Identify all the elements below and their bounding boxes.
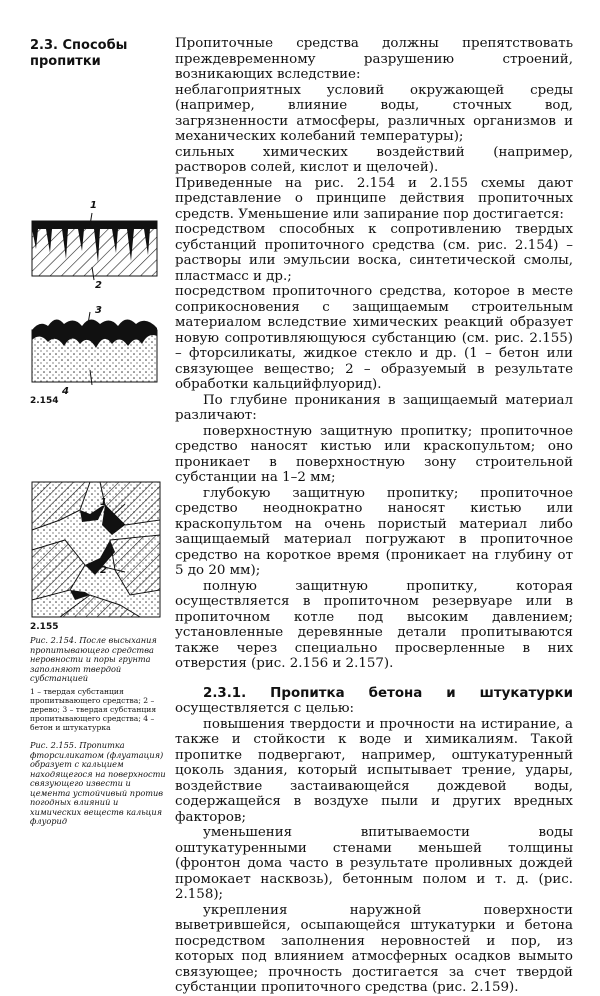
subsection-paragraph xyxy=(175,686,573,717)
subsection-tail: осуществляется с целью: xyxy=(175,701,355,716)
paragraph: По глубине проникания в защищаемый материал различают: xyxy=(175,392,573,423)
paragraph: Приведенные на рис. 2.154 и 2.155 схемы дают представление о принципе действия пропиточных средств. Уменьшение или запирание пор достигается: xyxy=(175,175,573,222)
section-title-1: Способы xyxy=(62,38,128,53)
figure-2-154-concrete xyxy=(30,310,160,385)
paragraph: полную защитную пропитку, которая осуществляется в пропиточном резервуаре или в пропиточном котле под высоким давлением; установленные деревянные детали пропитываются также через специально просверленные в них отверстия (рис. 2.156 и 2.157). xyxy=(175,578,573,671)
paragraph: посредством способных к сопротивлению твердых субстанций пропиточного средства (см. рис. 2.154) – растворы или эмульсии воска, синтетической смолы, пластмасс и др.; xyxy=(175,222,573,284)
figure-label-2-155: 2.155 xyxy=(30,622,59,632)
paragraph: укрепления наружной поверхности выветрившейся, осыпающейся штукатурки и бетона посредством заполнения неровностей и пор, из которых под влиянием атмосферных осадков вымыто связующее; прочность достигается за счет твердой субстанции пропиточного средства (рис. 2.159). xyxy=(175,902,573,995)
subsection-title: 2.3.1. Пропитка бетона и штукатурки xyxy=(203,685,573,701)
figure-label-2-154: 2.154 xyxy=(30,396,59,406)
paragraph: глубокую защитную пропитку; пропиточное средство неоднократно наносят кистью или краскопультом на очень пористый материал либо защищаемый материал погружают в пропиточное средство на короткое время (проникает на глубину от 5 до 20 мм); xyxy=(175,485,573,578)
callout-4: 4 xyxy=(62,386,69,397)
caption-2-154: Рис. 2.154. После высыхания пропитывающего средства неровности и поры грунта заполняют твердой субстанцией xyxy=(30,635,157,683)
figure-2-155 xyxy=(30,480,165,620)
callout-2c: 2 xyxy=(100,565,107,576)
callout-1a: 1 xyxy=(90,200,97,211)
paragraph: уменьшения впитываемости воды оштукатуренными стенами меньшей толщины (фронтон дома часто в результате проливных дождей промокает насквозь), бетонным полом и т. д. (рис. 2.158); xyxy=(175,825,573,902)
callout-1c: 1 xyxy=(100,497,107,508)
caption-2-155: Рис. 2.155. Пропитка фторсиликатом (флуатация) образует с кальцием находящегося на поверхности связующего извести и цемента устойчивый против погодных влияний и химических веществ кальция флуорид xyxy=(30,740,166,826)
paragraph: Пропиточные средства должны препятствовать преждевременному разрушению строений, возникающих вследствие: xyxy=(175,36,573,82)
callout-2a: 2 xyxy=(95,280,102,291)
section-title-2: пропитки xyxy=(30,54,101,69)
figure-2-154-wood xyxy=(30,205,160,285)
paragraph: сильных химических воздействий (например, растворов солей, кислот и щелочей). xyxy=(175,144,573,175)
paragraph: поверхностную защитную пропитку; пропиточное средство наносят кистью или краскопультом; оно проникает в поверхностную зону строительной субстанции на 1–2 мм; xyxy=(175,423,573,485)
paragraph: посредством пропиточного средства, которое в месте соприкосновения с защищаемым строительным материалом вследствие химических реакций образует новую сопротивляющуюся субстанцию (см. рис. 2.155) – фторсиликаты, жидкое стекло и др. (1 – бетон или связующее вещество; 2 – образуемый в результате обработки кальцийфлуорид). xyxy=(175,284,573,392)
section-number: 2.3. xyxy=(30,38,58,53)
main-text xyxy=(175,36,573,996)
section-heading xyxy=(30,38,160,70)
paragraph: неблагоприятных условий окружающей среды (например, влияние воды, сточных вод, загрязненности атмосферы, различных организмов и механических колебаний температуры); xyxy=(175,82,573,144)
paragraph: повышения твердости и прочности на истирание, а также и стойкости к воде и химикалиям. Такой пропитке подвергают, например, оштукатуренный цоколь здания, который испытывает трение, удары, воздействие застаивающейся дождевой воды, содержащейся в воздухе пыли и других вредных факторов; xyxy=(175,716,573,825)
callout-3: 3 xyxy=(95,305,102,316)
caption-2-154-legend: 1 – твердая субстанция пропитывающего средства; 2 – дерево; 3 – твердая субстанция пропитывающего средства; 4 – бетон и штукатурка xyxy=(30,687,157,732)
